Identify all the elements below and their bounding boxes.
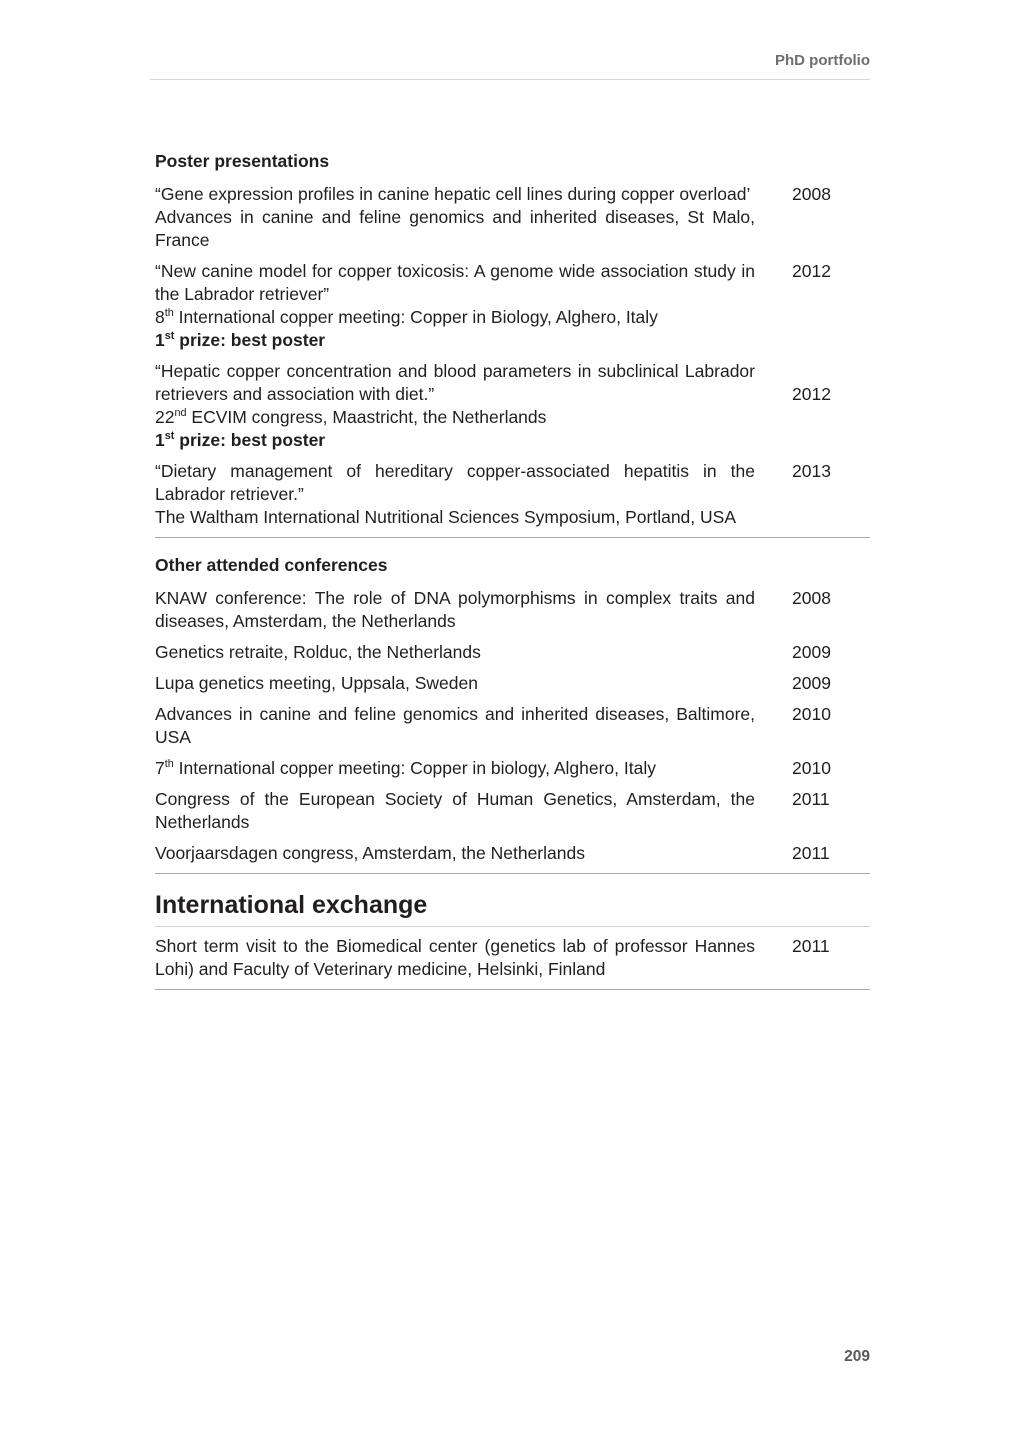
- poster-entry-venue: Advances in canine and feline genomics and inherited diseases, St Malo, France: [155, 207, 755, 250]
- page-header: [150, 52, 870, 80]
- conferences-heading: Other attended conferences: [155, 555, 388, 575]
- exchange-entry-year: 2011: [792, 936, 830, 956]
- conference-entry-year: 2011: [792, 789, 830, 809]
- conference-entry-text: KNAW conference: The role of DNA polymorphisms in complex traits and diseases, Amsterdam, the Netherlands: [155, 588, 755, 631]
- conference-entry-text: 7th International copper meeting: Copper in biology, Alghero, Italy: [155, 758, 656, 778]
- conference-entry: [155, 842, 870, 865]
- section-divider: [155, 873, 870, 874]
- conference-entry: [155, 672, 870, 695]
- section-divider: [155, 989, 870, 990]
- exchange-entry: [155, 935, 870, 981]
- conference-entry: [155, 703, 870, 749]
- poster-entry-prize: 1st prize: best poster: [155, 430, 326, 450]
- conference-entry: [155, 587, 870, 633]
- poster-entry-title: “New canine model for copper toxicosis: A genome wide association study in the Labrador retriever”: [155, 261, 755, 304]
- exchange-entry-text: Short term visit to the Biomedical center (genetics lab of professor Hannes Lohi) and Faculty of Veterinary medicine, Helsinki, Finland: [155, 936, 755, 979]
- poster-entry-text: [155, 260, 792, 352]
- poster-entry-year: 2013: [792, 461, 831, 481]
- poster-entry-title: “Gene expression profiles in canine hepatic cell lines during copper overload’: [155, 184, 751, 204]
- conference-entry: [155, 788, 870, 834]
- conference-entry-text: Genetics retraite, Rolduc, the Netherlands: [155, 642, 481, 662]
- poster-entry-venue: 22nd ECVIM congress, Maastricht, the Netherlands: [155, 407, 547, 427]
- poster-entry-text: [155, 183, 792, 252]
- page-number: 209: [844, 1348, 870, 1365]
- poster-heading: Poster presentations: [155, 151, 330, 171]
- poster-entry: [155, 183, 870, 252]
- poster-entry-title: “Dietary management of hereditary copper-associated hepatitis in the Labrador retriever.”: [155, 461, 755, 504]
- conference-entry-text: Congress of the European Society of Human Genetics, Amsterdam, the Netherlands: [155, 789, 755, 832]
- poster-entry-text: [155, 460, 792, 529]
- header-title: PhD portfolio: [775, 52, 870, 69]
- poster-entry-year: 2008: [792, 184, 831, 204]
- conference-entry: [155, 757, 870, 780]
- poster-entry-title: “Hepatic copper concentration and blood parameters in subclinical Labrador retrievers and association with diet.”: [155, 361, 755, 404]
- heading-underline: [155, 926, 870, 927]
- poster-entry-venue: The Waltham International Nutritional Sciences Symposium, Portland, USA: [155, 507, 736, 527]
- conference-entry-year: 2009: [792, 642, 831, 662]
- poster-entry-year: 2012: [792, 261, 831, 281]
- conference-entry-year: 2010: [792, 704, 831, 724]
- page-content: [155, 150, 870, 1006]
- conference-entry-text: Lupa genetics meeting, Uppsala, Sweden: [155, 673, 478, 693]
- poster-entry-venue: 8th International copper meeting: Copper in Biology, Alghero, Italy: [155, 307, 658, 327]
- poster-entry-prize: 1st prize: best poster: [155, 330, 326, 350]
- poster-entry: [155, 460, 870, 529]
- section-divider: [155, 537, 870, 538]
- exchange-heading: International exchange: [155, 891, 428, 919]
- poster-entry-year: 2012: [792, 384, 831, 404]
- poster-entry: [155, 260, 870, 352]
- conference-entry-year: 2010: [792, 758, 831, 778]
- conference-entry-text: Voorjaarsdagen congress, Amsterdam, the Netherlands: [155, 843, 585, 863]
- poster-entry-text: [155, 360, 792, 452]
- conference-entry: [155, 641, 870, 664]
- conference-entry-text: Advances in canine and feline genomics and inherited diseases, Baltimore, USA: [155, 704, 755, 747]
- poster-entry: [155, 360, 870, 452]
- conference-entry-year: 2011: [792, 843, 830, 863]
- conference-entry-year: 2008: [792, 588, 831, 608]
- conference-entry-year: 2009: [792, 673, 831, 693]
